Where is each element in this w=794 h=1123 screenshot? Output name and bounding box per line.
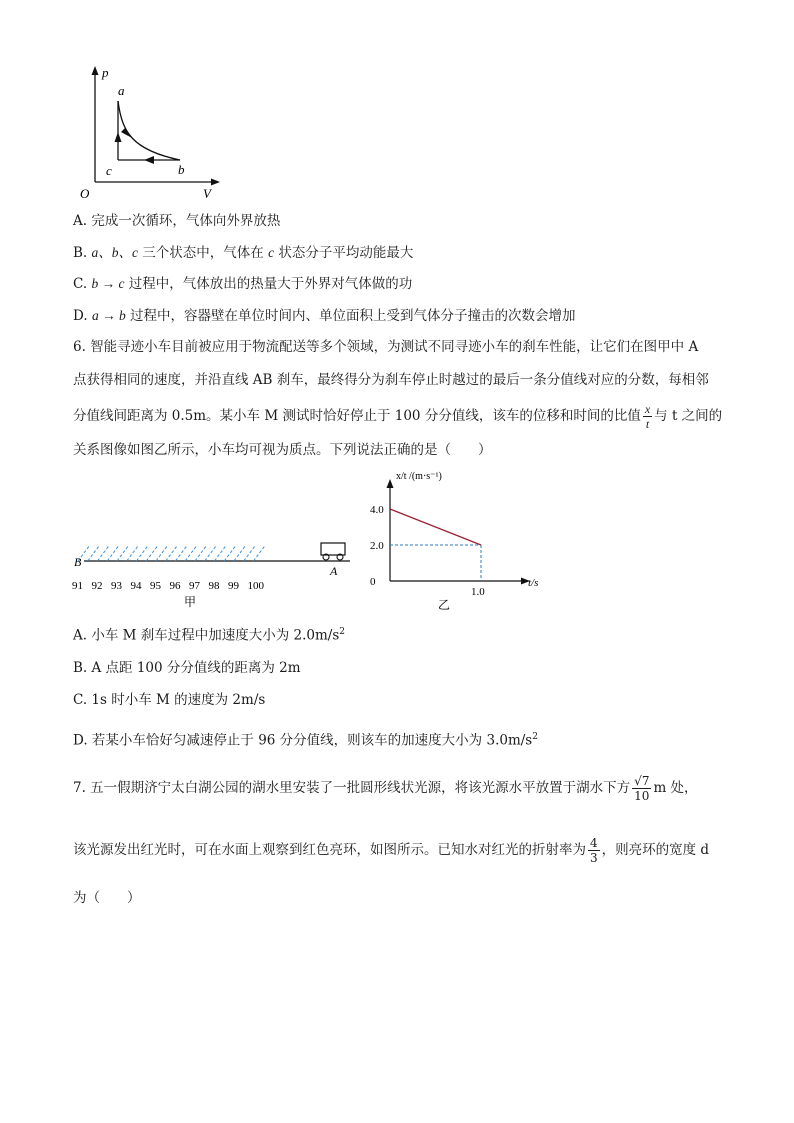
q7-stem-line-3: 为（ ） bbox=[73, 890, 141, 906]
q6-stem-line-2: 点获得相同的速度，并沿直线 AB 刹车，最终得分为刹车停止时越过的最后一条分值线对应的分数，每相邻 bbox=[73, 372, 709, 388]
caption-jia: 甲 bbox=[184, 595, 197, 609]
score-line bbox=[176, 545, 188, 561]
score-label: 98 bbox=[208, 580, 220, 592]
score-line bbox=[137, 545, 149, 561]
q5-option-c: C. b → c 过程中，气体放出的热量大于外界对气体做的功 bbox=[73, 276, 413, 292]
pv-diagram bbox=[70, 60, 230, 200]
score-line bbox=[234, 545, 246, 561]
score-line bbox=[107, 545, 119, 561]
q5-option-b: B. a、b、c 三个状态中，气体在 c 状态分子平均动能最大 bbox=[73, 245, 414, 261]
car-icon bbox=[321, 543, 345, 560]
q6-option-c: C. 1s 时小车 M 的速度为 2m/s bbox=[73, 692, 266, 708]
score-line bbox=[117, 545, 129, 561]
axis-p-label: p bbox=[102, 65, 109, 80]
score-label: 96 bbox=[169, 580, 181, 592]
score-line bbox=[195, 545, 207, 561]
track-figure bbox=[70, 535, 360, 615]
score-line bbox=[224, 545, 236, 561]
y-tick-label: 0 bbox=[370, 576, 376, 588]
score-label: 93 bbox=[111, 580, 122, 592]
score-line bbox=[98, 545, 110, 561]
score-label: 97 bbox=[189, 580, 200, 592]
point-a-label: a bbox=[118, 83, 125, 98]
score-line bbox=[254, 545, 266, 561]
score-line bbox=[156, 545, 168, 561]
point-c-label: c bbox=[106, 163, 112, 178]
chart-ylabel: x/t /(m·s⁻¹) bbox=[396, 471, 442, 482]
score-label: 100 bbox=[247, 580, 264, 592]
score-label: 91 bbox=[72, 580, 83, 592]
label-a: A bbox=[330, 564, 338, 578]
score-label: 95 bbox=[150, 580, 161, 592]
xt-t-chart bbox=[360, 465, 550, 615]
q5-option-a: A. 完成一次循环，气体向外界放热 bbox=[73, 213, 281, 229]
score-line bbox=[185, 545, 197, 561]
y-tick-label: 4.0 bbox=[370, 504, 384, 516]
score-label: 92 bbox=[91, 580, 103, 592]
q5-option-d: D. a → b 过程中，容器壁在单位时间内、单位面积上受到气体分子撞击的次数会增加 bbox=[73, 308, 576, 324]
score-label: 94 bbox=[130, 580, 142, 592]
score-line bbox=[166, 545, 178, 561]
label-b: B bbox=[74, 555, 82, 569]
series-line bbox=[390, 509, 481, 545]
x-tick-label: 1.0 bbox=[471, 586, 485, 598]
axis-v-label: V bbox=[203, 186, 211, 200]
point-b-label: b bbox=[178, 162, 185, 177]
q7-stem-line-1: 7. 五一假期济宁太白湖公园的湖水里安装了一批圆形线状光源，将该光源水平放置于湖水下方 $\frac{√7}{10}$ m 处， bbox=[73, 774, 698, 803]
q6-stem-line-1: 6. 智能寻迹小车目前被应用于物流配送等多个领域，为测试不同寻迹小车的刹车性能，让它们在图甲中 A bbox=[73, 339, 699, 355]
isotherm-curve bbox=[118, 101, 180, 160]
chart-caption: 乙 bbox=[438, 598, 451, 612]
q6-option-a: A. 小车 M 刹车过程中加速度大小为 $2.0m/s^2$ bbox=[73, 627, 346, 644]
q6-stem-line-4: 关系图像如图乙所示，小车均可视为质点。下列说法正确的是（ ） bbox=[73, 442, 492, 458]
y-tick-label: 2.0 bbox=[370, 540, 384, 552]
score-line bbox=[146, 545, 158, 561]
q6-stem-line-3: 分值线间距离为 0.5m。某小车 M 测试时恰好停止于 100 分分值线，该车的位移和时间的比值 $\frac{x}{t}$ 与 t 之间的 bbox=[73, 402, 723, 431]
chart-xlabel: t/s bbox=[528, 577, 539, 589]
score-line bbox=[205, 545, 217, 561]
score-line bbox=[127, 545, 139, 561]
origin-label: O bbox=[80, 186, 90, 200]
score-line bbox=[215, 545, 227, 561]
q6-option-d: D. 若某小车恰好匀减速停止于 96 分分值线，则该车的加速度大小为 $3.0m/s^2$ bbox=[73, 732, 538, 749]
score-label: 99 bbox=[228, 580, 239, 592]
score-line bbox=[88, 545, 100, 561]
q7-stem-line-2: 该光源发出红光时，可在水面上观察到红色亮环，如图所示。已知水对红光的折射率为 $\frac{4}{3}$ ，则亮环的宽度 d bbox=[73, 836, 710, 865]
score-line bbox=[244, 545, 256, 561]
q6-option-b: B. A 点距 100 分分值线的距离为 2m bbox=[73, 660, 301, 676]
